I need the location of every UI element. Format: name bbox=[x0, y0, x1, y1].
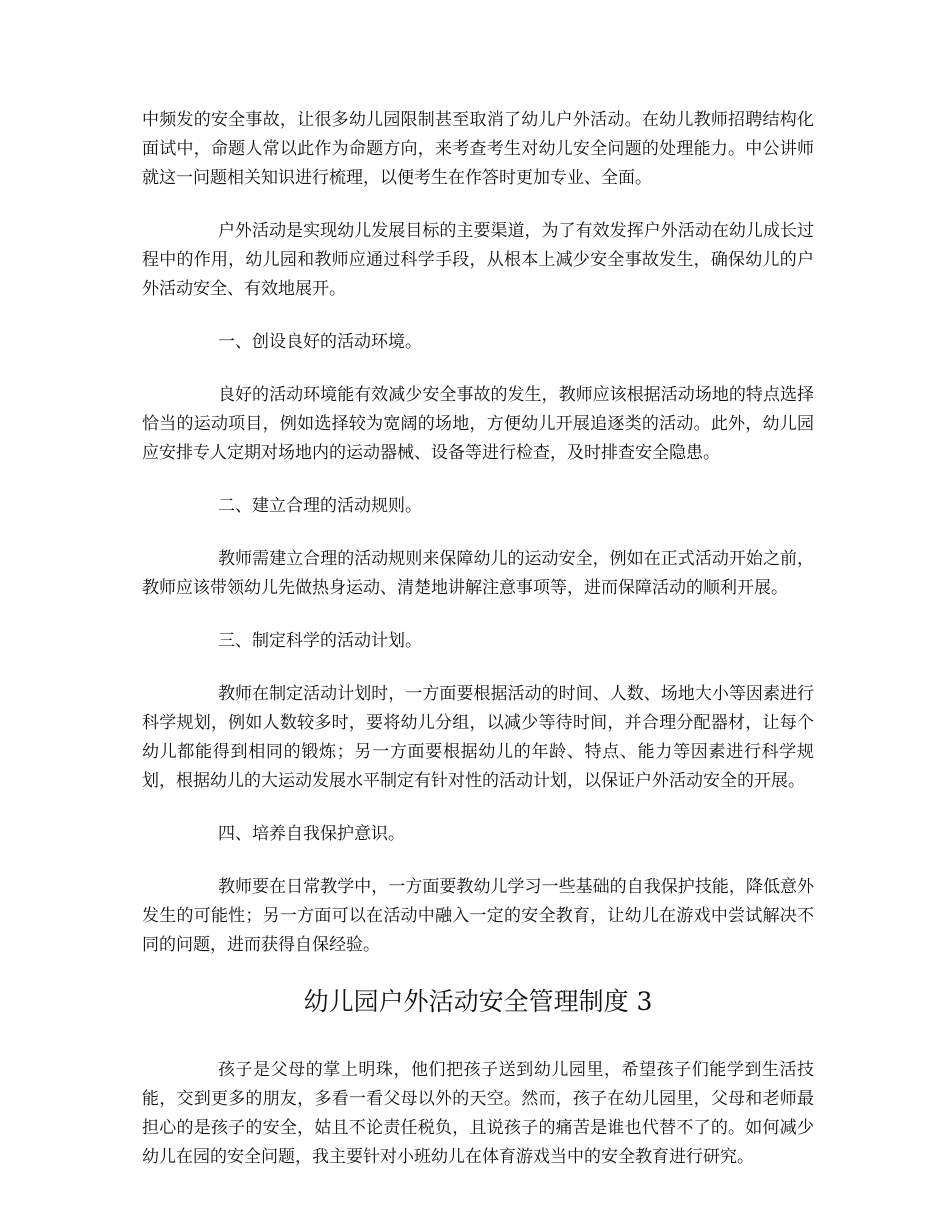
intro-continuation-paragraph: 中频发的安全事故，让很多幼儿园限制甚至取消了幼儿户外活动。在幼儿教师招聘结构化面试中，命题人常以此作为命题方向，来考查考生对幼儿安全问题的处理能力。中公讲师就这一问题相关知识进行梳理，以便考生在作答时更加专业、全面。 bbox=[142, 110, 814, 188]
section-heading-2: 二、建立合理的活动规则。 bbox=[218, 496, 422, 516]
section-heading-4: 四、培养自我保护意识。 bbox=[218, 824, 405, 844]
intro-paragraph: 户外活动是实现幼儿发展目标的主要渠道，为了有效发挥户外活动在幼儿成长过程中的作用，幼儿园和教师应通过科学手段，从根本上减少安全事故发生，确保幼儿的户外活动安全、有效地展开。 bbox=[142, 221, 814, 299]
section-heading-3: 三、制定科学的活动计划。 bbox=[218, 631, 422, 651]
closing-paragraph: 孩子是父母的掌上明珠，他们把孩子送到幼儿园里，希望孩子们能学到生活技能，交到更多的朋友，多看一看父母以外的天空。然而，孩子在幼儿园里，父母和老师最担心的是孩子的安全，姑且不论责任税负，且说孩子的痛苦是谁也代替不了的。如何减少幼儿在园的安全问题，我主要针对小班幼儿在体育游戏当中的安全教育进行研究。 bbox=[142, 1060, 814, 1167]
section-heading-1: 一、创设良好的活动环境。 bbox=[218, 332, 422, 352]
section-body-2: 教师需建立合理的活动规则来保障幼儿的运动安全，例如在正式活动开始之前，教师应该带领幼儿先做热身运动、清楚地讲解注意事项等，进而保障活动的顺利开展。 bbox=[142, 549, 814, 598]
document-page bbox=[142, 106, 814, 1196]
section-body-3: 教师在制定活动计划时，一方面要根据活动的时间、人数、场地大小等因素进行科学规划，例如人数较多时，要将幼儿分组，以减少等待时间，并合理分配器材，让每个幼儿都能得到相同的锻炼；另一方面要根据幼儿的年龄、特点、能力等因素进行科学规划，根据幼儿的大运动发展水平制定有针对性的活动计划，以保证户外活动安全的开展。 bbox=[142, 684, 814, 791]
document-title: 幼儿园户外活动安全管理制度 3 bbox=[303, 987, 653, 1016]
section-body-4: 教师要在日常教学中，一方面要教幼儿学习一些基础的自我保护技能，降低意外发生的可能性；另一方面可以在活动中融入一定的安全教育，让幼儿在游戏中尝试解决不同的问题，进而获得自保经验。 bbox=[142, 877, 814, 955]
section-body-1: 良好的活动环境能有效减少安全事故的发生，教师应该根据活动场地的特点选择恰当的运动项目，例如选择较为宽阔的场地，方便幼儿开展追逐类的活动。此外，幼儿园应安排专人定期对场地内的运动器械、设备等进行检查，及时排查安全隐患。 bbox=[142, 385, 814, 463]
